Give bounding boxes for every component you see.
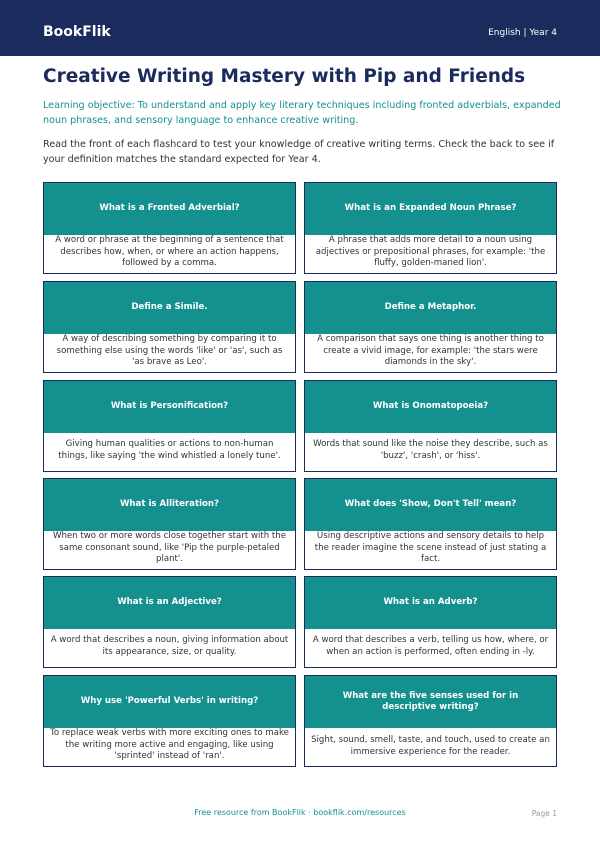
flashcard-answer: Sight, sound, smell, taste, and touch, used to create an immersive experience for the reader. bbox=[311, 735, 550, 757]
page-number: Page 1 bbox=[531, 809, 557, 818]
learning-objective: Learning objective: To understand and apply key literary techniques including fronted adverbials, expanded noun phrases, and sensory language to enhance creative writing. bbox=[43, 100, 561, 126]
flashcard[interactable] bbox=[304, 182, 557, 274]
flashcard-question: What is an Expanded Noun Phrase? bbox=[344, 203, 517, 214]
flashcard-front bbox=[305, 479, 556, 531]
flashcard-back bbox=[44, 629, 295, 667]
flashcard-answer: When two or more words close together start with the same consonant sound, like 'Pip the purple-petaled plant'. bbox=[52, 531, 287, 565]
flashcard-back bbox=[305, 334, 556, 372]
flashcard-answer: A word that describes a verb, telling us how, where, or when an action is performed, often ending in -ly. bbox=[312, 634, 549, 657]
flashcard[interactable] bbox=[43, 281, 296, 373]
flashcard-front bbox=[44, 676, 295, 728]
flashcard[interactable] bbox=[304, 478, 557, 570]
flashcard[interactable] bbox=[304, 380, 557, 472]
flashcard-question: What is Personification? bbox=[110, 401, 229, 412]
flashcard-front bbox=[305, 676, 556, 728]
intro-text: Read the front of each flashcard to test your knowledge of creative writing terms. Check the back to see if your definition matches the standard expected for Year 4. bbox=[43, 139, 555, 165]
flashcard-back bbox=[305, 629, 556, 667]
subject-year-label: English | Year 4 bbox=[488, 28, 557, 38]
flashcard-question: What is a Fronted Adverbial? bbox=[99, 203, 240, 214]
flashcard-question: Define a Simile. bbox=[131, 302, 208, 313]
flashcard[interactable] bbox=[304, 281, 557, 373]
page-header bbox=[0, 0, 600, 56]
flashcard-answer: A word or phrase at the beginning of a sentence that describes how, when, or where an action happens, followed by a comma. bbox=[55, 235, 284, 269]
flashcard-question: What are the five senses used for in descriptive writing? bbox=[342, 690, 519, 712]
flashcard-question: Define a Metaphor. bbox=[384, 302, 477, 313]
flashcard-back bbox=[44, 235, 295, 273]
flashcard-back bbox=[44, 728, 295, 766]
flashcard[interactable] bbox=[43, 380, 296, 472]
flashcard-question: What is Alliteration? bbox=[119, 499, 220, 510]
flashcard[interactable] bbox=[304, 675, 557, 767]
flashcard[interactable] bbox=[43, 478, 296, 570]
flashcard-front bbox=[305, 183, 556, 235]
flashcard-back bbox=[305, 728, 556, 766]
flashcard-question: Why use 'Powerful Verbs' in writing? bbox=[80, 696, 259, 707]
flashcard-front bbox=[305, 381, 556, 433]
flashcard-back bbox=[44, 433, 295, 471]
flashcard-back bbox=[44, 334, 295, 372]
flashcard-answer: A way of describing something by comparing it to something else using the words 'like' or 'as', such as 'as brave as Leo'. bbox=[56, 334, 283, 368]
flashcard-question: What does 'Show, Don't Tell' mean? bbox=[344, 499, 517, 510]
flashcard-front bbox=[44, 479, 295, 531]
flashcard-back bbox=[305, 433, 556, 471]
flashcard-front bbox=[305, 282, 556, 334]
flashcard-back bbox=[305, 235, 556, 273]
flashcard-front bbox=[44, 577, 295, 629]
flashcard-answer: Giving human qualities or actions to non-human things, like saying 'the wind whistled a lonely tune'. bbox=[58, 438, 281, 461]
brand-logo[interactable]: BookFlik bbox=[43, 24, 111, 40]
footer-resource-link[interactable]: Free resource from BookFlik · bookflik.com/resources bbox=[194, 808, 406, 817]
flashcard-answer: To replace weak verbs with more exciting ones to make the writing more active and engaging, like using 'sprinted' instead of 'ran'. bbox=[50, 728, 289, 762]
flashcard-back bbox=[44, 531, 295, 569]
flashcard[interactable] bbox=[43, 182, 296, 274]
flashcard-question: What is an Adjective? bbox=[117, 597, 222, 608]
flashcard-front bbox=[305, 577, 556, 629]
flashcard[interactable] bbox=[304, 576, 557, 668]
page-title: Creative Writing Mastery with Pip and Friends bbox=[43, 66, 526, 87]
flashcard-question: What is an Adverb? bbox=[383, 597, 478, 608]
flashcard-answer: A phrase that adds more detail to a noun using adjectives or prepositional phrases, for example: 'the fluffy, golden-maned lion'. bbox=[315, 235, 546, 269]
flashcard-front bbox=[44, 381, 295, 433]
flashcard-answer: Using descriptive actions and sensory details to help the reader imagine the scene instead of just stating a fact. bbox=[314, 531, 547, 565]
flashcard-answer: A comparison that says one thing is another thing to create a vivid image, for example: 'the stars were diamonds in the sky'. bbox=[317, 334, 544, 368]
flashcard[interactable] bbox=[43, 675, 296, 767]
flashcard-answer: A word that describes a noun, giving information about its appearance, size, or quality. bbox=[50, 634, 289, 657]
flashcard-question: What is Onomatopoeia? bbox=[372, 401, 489, 412]
flashcard-answer: Words that sound like the noise they describe, such as 'buzz', 'crash', or 'hiss'. bbox=[313, 438, 548, 461]
flashcard-front bbox=[44, 183, 295, 235]
flashcard[interactable] bbox=[43, 576, 296, 668]
flashcard-front bbox=[44, 282, 295, 334]
flashcard-back bbox=[305, 531, 556, 569]
